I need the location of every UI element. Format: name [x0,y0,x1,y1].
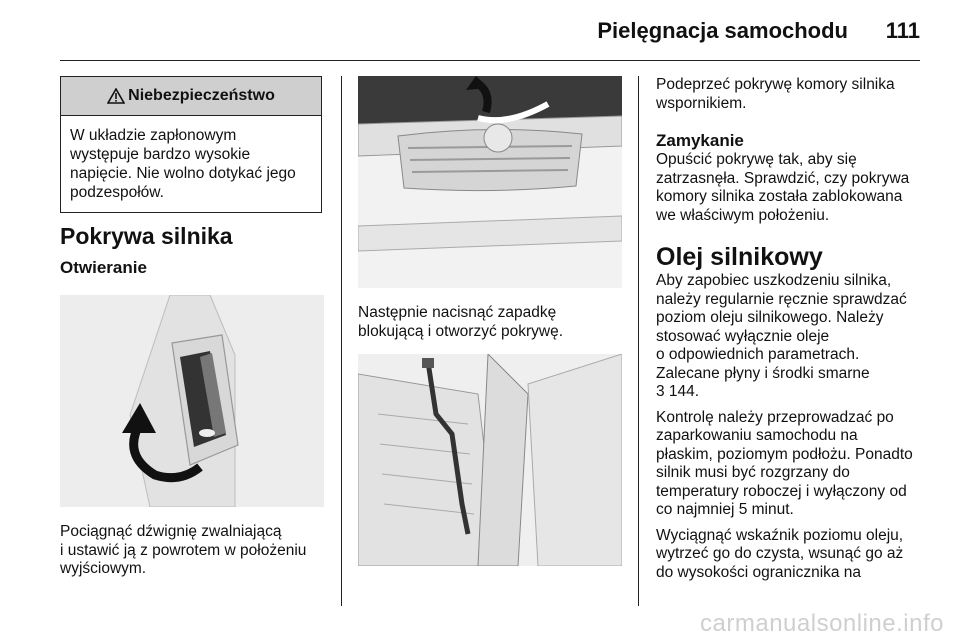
text-line: Podeprzeć pokrywę komory silnika [656,76,895,93]
text-line: temperatury roboczej i wyłączony od [656,482,907,500]
text-line: Kontrolę należy przeprowadzać po [656,408,894,426]
warning-line: W układzie zapłonowym [70,127,237,144]
page-header [0,0,960,62]
footer-watermark: carmanualsonline.info [700,610,944,637]
text-line: Opuścić pokrywę tak, aby się [656,151,857,168]
text-line: płaskim, poziomym podłożu. Ponadto [656,445,913,463]
text-line: silnik musi być rozgrzany do [656,464,850,481]
text-line: we właściwym położeniu. [656,206,830,224]
text-line: należy regularnie ręcznie sprawdzać [656,290,907,308]
text-line: Aby zapobiec uszkodzeniu silnika, [656,272,892,289]
warning-box [60,76,322,213]
warning-text [61,116,321,212]
lever-caption [60,523,324,579]
column-1 [60,76,324,579]
column-divider-1 [341,76,342,606]
text-line: o odpowiednich parametrach. [656,346,860,363]
page-number: 111 [885,18,920,43]
closing-title: Zamykanie [656,131,744,150]
text-line: zaparkowaniu samochodu na [656,427,858,444]
caption-line: wyjściowym. [60,560,147,577]
hood-latch-image [358,76,622,288]
caption-line: i ustawić ją z powrotem w położeniu [60,541,307,559]
caption-line: Pociągnąć dźwignię zwalniającą [60,523,282,540]
caption-line: blokującą i otworzyć pokrywę. [358,322,564,340]
latch-caption [358,304,622,341]
text-line: Wyciągnąć wskaźnik poziomu oleju, [656,526,904,544]
oil-paragraph-2 [656,409,946,520]
text-line: poziom oleju silnikowego. Należy [656,309,884,326]
warning-title: Niebezpieczeństwo [128,87,275,104]
text-line: wspornikiem. [656,94,747,112]
warning-line: występuje bardzo wysokie [70,146,251,163]
warning-line: napięcie. Nie wolno dotykać jego [70,165,296,182]
warning-header [61,77,321,116]
text-line: do wysokości ogranicznika na [656,563,862,581]
closing-text [656,151,946,225]
text-line: Zalecane płyny i środki smarne [656,364,870,382]
header-divider [60,60,920,61]
column-divider-2 [638,76,639,606]
text-line: co najmniej 5 minut. [656,501,794,518]
section-title: Pokrywa silnika [60,223,233,249]
page-reference-link[interactable]: 3 144. [656,383,700,400]
text-line: wytrzeć go do czysta, wsunąć go aż [656,545,904,562]
oil-paragraph-1 [656,272,946,402]
text-line: stosować wyłącznie oleje [656,327,830,345]
warning-line: podzespołów. [70,184,164,201]
subsection-title: Otwieranie [60,258,147,277]
caption-line: Następnie nacisnąć zapadkę [358,304,557,321]
column-2 [358,76,622,566]
oil-paragraph-3 [656,527,946,583]
page-title: Pielęgnacja samochodu [597,18,848,43]
column-3 [656,76,946,589]
text-line: zatrzasnęła. Sprawdzić, czy pokrywa [656,169,910,187]
oil-section-title: Olej silnikowy [656,243,823,271]
hood-release-lever-image [60,295,324,507]
text-line: komory silnika została zablokowana [656,188,903,205]
warning-triangle-icon [107,88,125,104]
prop-text [656,76,946,113]
hood-prop-rod-image [358,354,622,566]
